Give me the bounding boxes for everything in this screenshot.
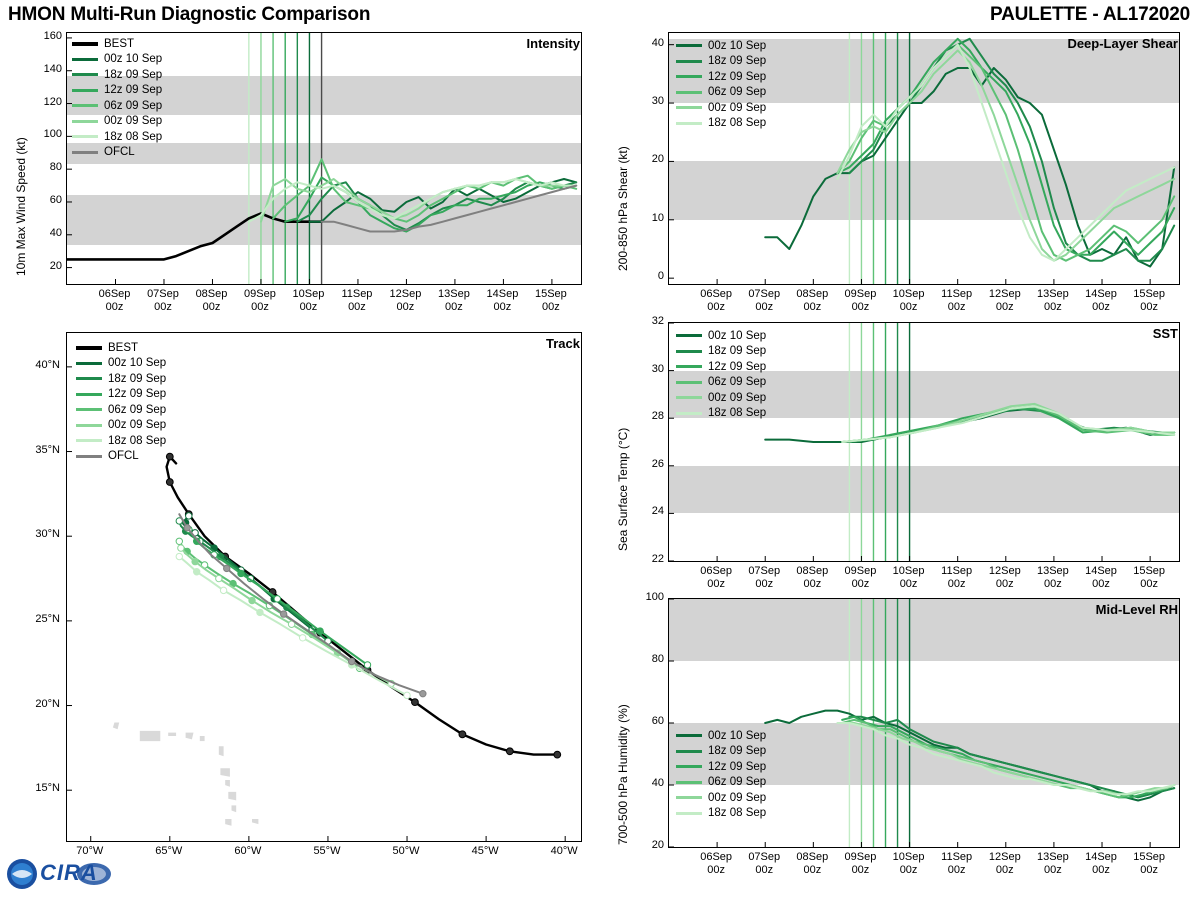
legend-swatch — [676, 412, 702, 415]
y-axis-tick: 60 — [49, 193, 62, 206]
track-panel — [0, 326, 592, 866]
x-axis-tick: 08Sep 00z — [796, 288, 829, 313]
x-axis-tick: 15Sep 00z — [534, 288, 567, 313]
legend-label: 12z 09 Sep — [104, 84, 163, 97]
legend-entry — [72, 83, 162, 99]
y-axis-tick: 40°N — [35, 358, 60, 371]
track-marker — [249, 597, 255, 603]
legend-entry — [676, 375, 766, 391]
landmass — [220, 768, 230, 777]
legend-label: 12z 09 Sep — [708, 760, 767, 773]
legend-label: 18z 08 Sep — [708, 117, 767, 130]
legend-swatch — [676, 396, 702, 399]
track-marker — [178, 545, 184, 551]
series-line — [765, 409, 1174, 442]
y-axis-tick: 40 — [49, 226, 62, 239]
x-axis-tick: 09Sep 00z — [844, 851, 877, 876]
x-axis-tick: 10Sep 00z — [292, 288, 325, 313]
cira-logo — [6, 852, 114, 896]
legend-label: OFCL — [108, 450, 139, 463]
legend-entry — [76, 340, 166, 356]
series-line — [842, 717, 1174, 798]
page-title-left: HMON Multi-Run Diagnostic Comparison — [8, 4, 371, 25]
legend-label: 18z 09 Sep — [708, 745, 767, 758]
legend-label: 06z 09 Sep — [708, 376, 767, 389]
legend-label: 12z 09 Sep — [108, 388, 167, 401]
legend-label: 18z 08 Sep — [104, 130, 163, 143]
y-axis-tick: 35°N — [35, 443, 60, 456]
legend-swatch — [676, 60, 702, 63]
y-axis-tick: 60 — [651, 715, 664, 727]
legend-swatch — [676, 781, 702, 784]
x-axis-tick: 09Sep 00z — [244, 288, 276, 313]
legend-label: 00z 09 Sep — [108, 419, 167, 432]
landmass — [225, 819, 231, 826]
legend-swatch — [676, 122, 702, 125]
legend-label: 00z 09 Sep — [104, 115, 163, 128]
legend-entry — [676, 390, 766, 406]
legend-swatch — [676, 796, 702, 799]
track-marker — [186, 513, 192, 519]
legend-entry — [676, 344, 766, 360]
legend-label: 18z 08 Sep — [108, 434, 167, 447]
legend-entry — [72, 145, 162, 161]
legend-swatch — [676, 334, 702, 337]
legend-label: 12z 09 Sep — [708, 360, 767, 373]
shear-panel-label: Deep-Layer Shear — [1067, 36, 1178, 51]
landmass — [228, 792, 236, 801]
track-marker — [364, 662, 370, 668]
track-marker — [166, 479, 173, 486]
page-title-right: PAULETTE - AL172020 — [990, 4, 1190, 25]
legend-swatch — [72, 42, 98, 46]
x-axis-tick: 14Sep 00z — [1085, 288, 1117, 313]
legend-entry — [676, 759, 766, 775]
legend-swatch — [72, 104, 98, 107]
legend-swatch — [676, 365, 702, 368]
x-axis-tick: 65°W — [155, 845, 183, 857]
legend-entry — [676, 116, 766, 132]
intensity-panel-label: Intensity — [526, 36, 580, 51]
legend-swatch — [676, 381, 702, 384]
track-marker — [166, 453, 173, 460]
x-axis-tick: 06Sep 00z — [700, 851, 733, 876]
legend-swatch — [72, 120, 98, 123]
sst-panel-label: SST — [1152, 326, 1178, 341]
legend-swatch — [72, 151, 98, 154]
legend-label: 18z 09 Sep — [108, 372, 167, 385]
track-marker — [554, 751, 561, 758]
x-axis-tick: 06Sep 00z — [98, 288, 131, 313]
x-axis-tick: 14Sep 00z — [1085, 565, 1117, 590]
landmass — [200, 736, 205, 741]
legend-label: 18z 09 Sep — [708, 345, 767, 358]
legend-label: 18z 08 Sep — [708, 807, 767, 820]
landmass — [186, 733, 194, 740]
legend-swatch — [76, 455, 102, 458]
track-marker — [176, 538, 182, 544]
legend-label: 06z 09 Sep — [108, 403, 167, 416]
legend-label: 06z 09 Sep — [708, 86, 767, 99]
series-line — [765, 711, 1174, 801]
legend-label: BEST — [104, 37, 135, 50]
x-axis-tick: 07Sep 00z — [748, 288, 781, 313]
track-line — [179, 514, 422, 694]
legend-label: 00z 10 Sep — [708, 39, 767, 52]
series-line — [837, 51, 1174, 261]
y-axis-tick: 80 — [49, 161, 62, 174]
x-axis-tick: 55°W — [313, 845, 341, 857]
track-marker — [238, 570, 244, 576]
legend-swatch — [76, 424, 102, 427]
legend-entry — [76, 449, 166, 465]
shear-panel — [600, 26, 1200, 316]
legend-label: 00z 09 Sep — [708, 791, 767, 804]
rh-panel-label: Mid-Level RH — [1095, 602, 1178, 617]
x-axis-tick: 14Sep 00z — [486, 288, 519, 313]
y-axis-tick: 100 — [645, 591, 664, 603]
rh-panel — [600, 591, 1200, 876]
y-axis-tick: 20°N — [35, 697, 60, 710]
sst-panel — [600, 316, 1200, 591]
legend-label: 00z 09 Sep — [708, 101, 767, 114]
x-axis-tick: 09Sep 00z — [844, 288, 877, 313]
legend-swatch — [676, 812, 702, 815]
shear-ylabel: 200-850 hPa Shear (kt) — [616, 146, 630, 271]
x-axis-tick: 06Sep 00z — [700, 288, 733, 313]
x-axis-tick: 60°W — [234, 845, 262, 857]
y-axis-tick: 26 — [651, 457, 664, 470]
track-marker — [404, 692, 410, 698]
legend-entry — [676, 38, 766, 54]
landmass — [232, 805, 237, 812]
legend-entry — [72, 98, 162, 114]
x-axis-tick: 70°W — [76, 845, 104, 857]
y-axis-tick: 30 — [651, 362, 664, 375]
x-axis-tick: 50°W — [392, 845, 420, 857]
track-marker — [420, 690, 426, 696]
legend-entry — [72, 36, 162, 52]
legend-entry — [676, 328, 766, 344]
track-marker — [348, 658, 354, 664]
x-axis-tick: 10Sep 00z — [892, 851, 925, 876]
x-axis-tick: 12Sep 00z — [389, 288, 422, 313]
y-axis-tick: 40 — [651, 36, 664, 49]
track-marker — [280, 611, 286, 617]
legend-swatch — [676, 75, 702, 78]
track-marker — [224, 565, 230, 571]
x-axis-tick: 15Sep 00z — [1133, 565, 1166, 590]
legend-swatch — [676, 765, 702, 768]
legend-entry — [676, 85, 766, 101]
legend-label: 00z 10 Sep — [108, 357, 167, 370]
legend-swatch — [76, 393, 102, 396]
legend-entry — [76, 356, 166, 372]
legend-label: BEST — [108, 341, 139, 354]
x-axis-tick: 14Sep 00z — [1085, 851, 1117, 876]
legend-entry — [72, 114, 162, 130]
legend-label: 18z 08 Sep — [708, 407, 767, 420]
legend-entry — [676, 54, 766, 70]
track-marker — [274, 596, 280, 602]
x-axis-tick: 13Sep 00z — [438, 288, 470, 313]
x-axis-tick: 08Sep 00z — [195, 288, 228, 313]
legend-swatch — [72, 89, 98, 92]
legend-entry — [676, 69, 766, 85]
y-axis-tick: 24 — [651, 505, 664, 518]
x-axis-tick: 07Sep 00z — [748, 851, 781, 876]
landmass — [113, 723, 119, 730]
x-axis-tick: 13Sep 00z — [1036, 288, 1069, 313]
series-line — [842, 723, 1174, 794]
legend-entry — [676, 806, 766, 822]
x-axis-tick: 12Sep 00z — [988, 851, 1021, 876]
legend-label: 00z 10 Sep — [104, 53, 163, 66]
y-axis-tick: 20 — [49, 259, 62, 272]
series-line — [837, 723, 1174, 794]
legend-entry — [676, 744, 766, 760]
track-marker — [317, 628, 323, 634]
track-panel-label: Track — [546, 336, 580, 351]
track-marker — [184, 525, 190, 531]
legend-entry — [76, 371, 166, 387]
legend-entry — [76, 433, 166, 449]
x-axis-tick: 08Sep 00z — [796, 851, 829, 876]
landmass — [252, 819, 258, 824]
x-axis-tick: 40°W — [550, 845, 578, 857]
y-axis-tick: 25°N — [35, 612, 60, 625]
x-axis-tick: 11Sep 00z — [341, 288, 373, 313]
x-axis-tick: 15Sep 00z — [1133, 288, 1166, 313]
legend-label: OFCL — [104, 146, 135, 159]
landmass — [140, 731, 161, 741]
legend-label: 06z 09 Sep — [104, 99, 163, 112]
sst-legend — [676, 328, 766, 421]
x-axis-tick: 15Sep 00z — [1133, 851, 1166, 876]
track-legend — [76, 340, 166, 464]
x-axis-tick: 10Sep 00z — [892, 565, 925, 590]
track-marker — [459, 731, 466, 738]
legend-swatch — [72, 73, 98, 76]
track-line — [167, 457, 558, 755]
legend-swatch — [76, 439, 102, 442]
legend-entry — [676, 359, 766, 375]
track-marker — [257, 609, 263, 615]
y-axis-tick: 120 — [43, 95, 62, 108]
legend-swatch — [76, 377, 102, 380]
legend-label: 18z 09 Sep — [104, 68, 163, 81]
legend-label: 00z 10 Sep — [708, 729, 767, 742]
y-axis-tick: 22 — [651, 553, 664, 565]
x-axis-tick: 11Sep 00z — [941, 565, 973, 590]
x-axis-tick: 07Sep 00z — [147, 288, 179, 313]
x-axis-tick: 45°W — [471, 845, 499, 857]
track-marker — [193, 569, 199, 575]
y-axis-tick: 10 — [651, 211, 664, 224]
legend-label: 00z 10 Sep — [708, 329, 767, 342]
y-axis-tick: 20 — [651, 839, 664, 851]
landmass — [225, 780, 230, 787]
legend-entry — [76, 402, 166, 418]
cira-logo-text: CIRA — [40, 860, 98, 885]
y-axis-tick: 40 — [651, 777, 664, 789]
y-axis-tick: 20 — [651, 153, 664, 166]
y-axis-tick: 140 — [43, 62, 62, 75]
x-axis-tick: 10Sep 00z — [892, 288, 925, 313]
track-marker — [216, 575, 222, 581]
series-line — [67, 214, 322, 260]
y-axis-tick: 100 — [43, 128, 62, 141]
track-marker — [192, 558, 198, 564]
legend-swatch — [76, 346, 102, 350]
legend-swatch — [676, 734, 702, 737]
legend-entry — [676, 775, 766, 791]
legend-swatch — [676, 350, 702, 353]
x-axis-tick: 12Sep 00z — [988, 565, 1021, 590]
legend-entry — [676, 790, 766, 806]
legend-entry — [676, 100, 766, 116]
x-axis-tick: 11Sep 00z — [941, 851, 973, 876]
legend-label: 06z 09 Sep — [708, 776, 767, 789]
x-axis-tick: 08Sep 00z — [796, 565, 829, 590]
legend-entry — [72, 52, 162, 68]
intensity-panel — [0, 26, 592, 316]
y-axis-tick: 30 — [651, 95, 664, 108]
y-axis-tick: 30°N — [35, 528, 60, 541]
legend-entry — [76, 418, 166, 434]
shear-legend — [676, 38, 766, 131]
legend-swatch — [676, 106, 702, 109]
legend-entry — [676, 728, 766, 744]
x-axis-tick: 13Sep 00z — [1036, 851, 1069, 876]
y-axis-tick: 32 — [651, 315, 664, 327]
legend-entry — [72, 129, 162, 145]
y-axis-tick: 160 — [43, 29, 62, 42]
legend-swatch — [676, 750, 702, 753]
series-line — [765, 68, 1174, 267]
x-axis-tick: 06Sep 00z — [700, 565, 733, 590]
rh-legend — [676, 728, 766, 821]
track-marker — [412, 699, 419, 706]
series-line — [842, 720, 1174, 798]
legend-swatch — [676, 91, 702, 94]
x-axis-tick: 12Sep 00z — [988, 288, 1021, 313]
track-marker — [299, 635, 305, 641]
legend-entry — [72, 67, 162, 83]
legend-swatch — [76, 408, 102, 411]
y-axis-tick: 15°N — [35, 782, 60, 795]
track-marker — [220, 587, 226, 593]
y-axis-tick: 80 — [651, 653, 664, 665]
landmass — [168, 733, 176, 736]
legend-label: 00z 09 Sep — [708, 391, 767, 404]
landmass — [219, 746, 224, 756]
intensity-ylabel: 10m Max Wind Speed (kt) — [14, 137, 28, 276]
legend-swatch — [76, 362, 102, 365]
track-marker — [506, 748, 513, 755]
legend-swatch — [676, 44, 702, 47]
sst-ylabel: Sea Surface Temp (°C) — [616, 427, 630, 551]
legend-swatch — [72, 135, 98, 138]
intensity-legend — [72, 36, 162, 160]
legend-entry — [76, 387, 166, 403]
x-axis-tick: 09Sep 00z — [844, 565, 877, 590]
x-axis-tick: 07Sep 00z — [748, 565, 781, 590]
y-axis-tick: 0 — [657, 270, 664, 283]
legend-entry — [676, 406, 766, 422]
rh-ylabel: 700-500 hPa Humidity (%) — [616, 704, 630, 845]
y-axis-tick: 28 — [651, 410, 664, 423]
x-axis-tick: 11Sep 00z — [941, 288, 973, 313]
legend-label: 12z 09 Sep — [708, 70, 767, 83]
x-axis-tick: 13Sep 00z — [1036, 565, 1069, 590]
legend-label: 18z 09 Sep — [708, 55, 767, 68]
track-marker — [176, 553, 182, 559]
legend-swatch — [72, 58, 98, 61]
